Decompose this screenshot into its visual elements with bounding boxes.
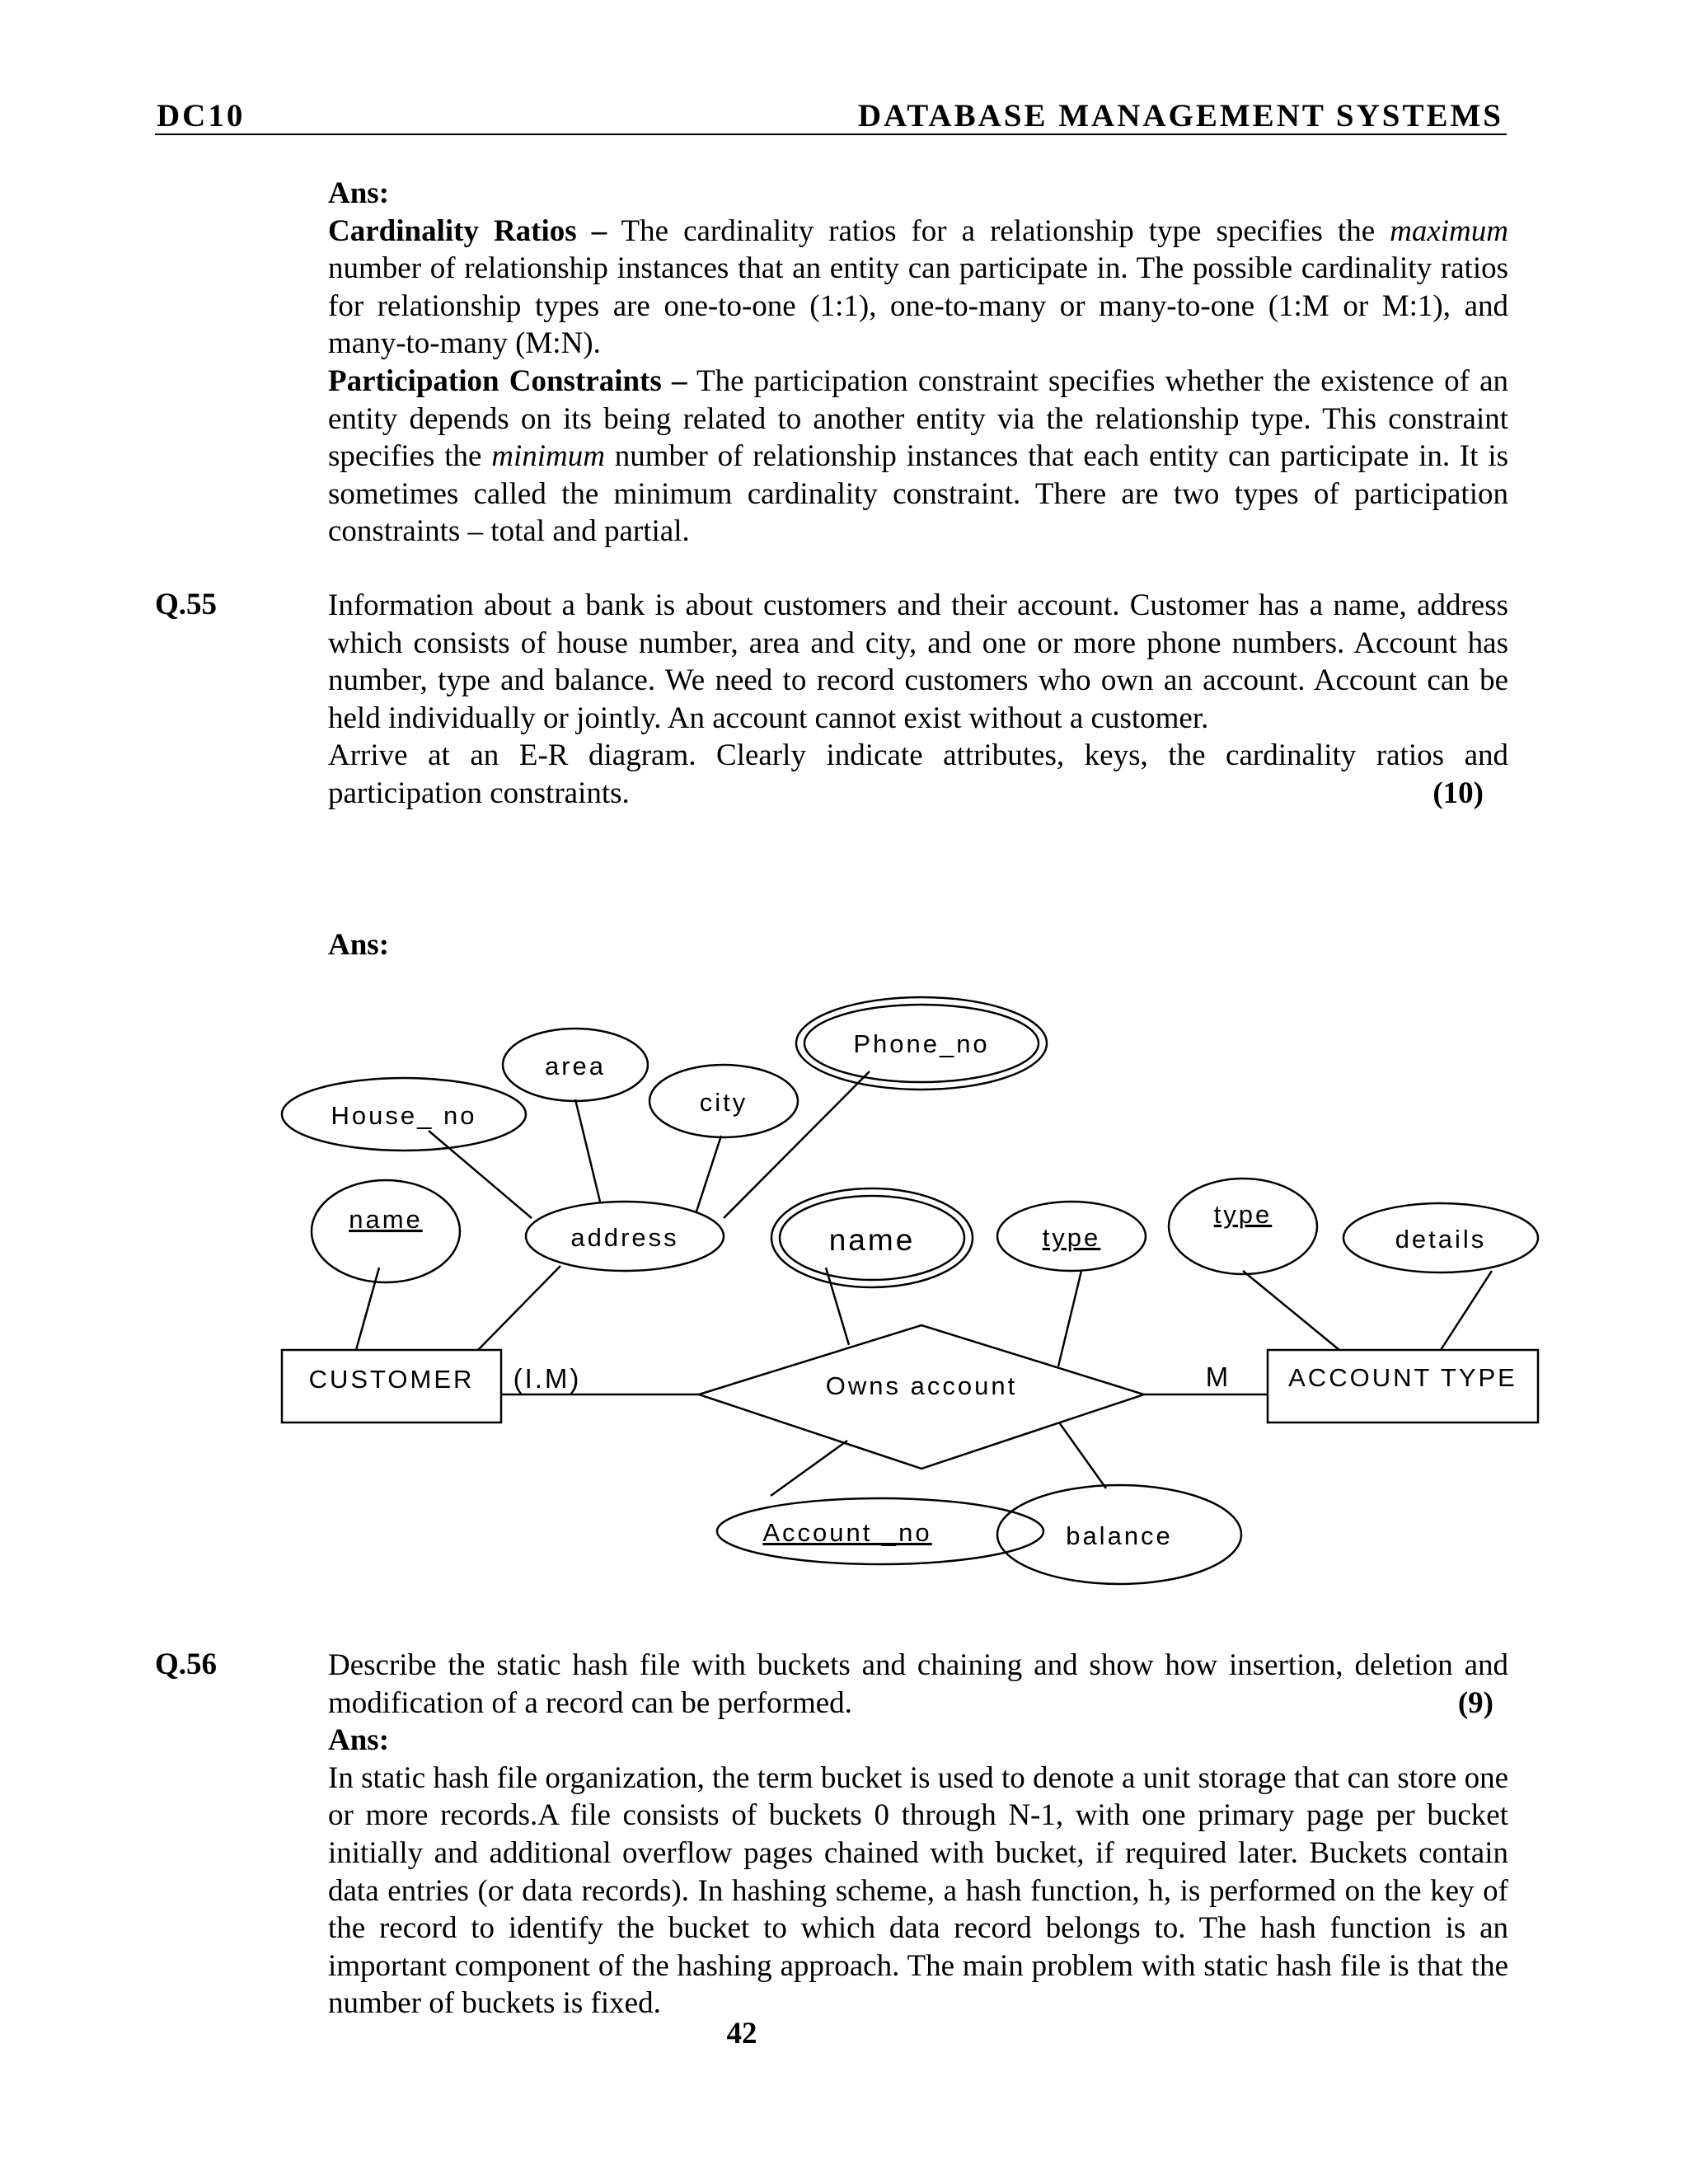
cardinality-heading: Cardinality Ratios – <box>328 213 607 248</box>
cardinality-italic: maximum <box>1390 213 1508 248</box>
label-account-no: Account _no <box>762 1518 932 1547</box>
label-details: details <box>1395 1225 1487 1254</box>
label-acct-type: type <box>1213 1200 1273 1229</box>
label-balance: balance <box>1066 1521 1173 1550</box>
label-address: address <box>570 1223 679 1252</box>
course-code: DC10 <box>157 98 246 134</box>
q56-text <box>328 1647 1508 1722</box>
label-house-no: House_ no <box>331 1101 477 1130</box>
line-houseno-address <box>429 1131 532 1218</box>
label-city: city <box>699 1088 748 1117</box>
q55-text-2-body: Arrive at an E-R diagram. Clearly indicate attributes, keys, the cardinality ratios and participation constraints. <box>328 738 1508 810</box>
participation-text-1: The participation constraint specifies whether the existence of an entity depends on its being related to another entity via the relationship type. This constraint specifies the <box>328 363 1509 474</box>
q56-marks: (9) <box>1457 1685 1493 1720</box>
label-rel-name: name <box>828 1223 916 1257</box>
participation-heading: Participation Constraints – <box>328 363 687 398</box>
q55-ans-label: Ans: <box>328 928 390 962</box>
participation-italic: minimum <box>491 439 605 474</box>
line-details-accounttype <box>1441 1271 1492 1350</box>
question-number-56: Q.56 <box>155 1647 218 1681</box>
line-balance-rel <box>1059 1422 1106 1488</box>
question-number-55: Q.55 <box>155 588 218 621</box>
label-cardinality-right: M <box>1205 1361 1231 1392</box>
label-cardinality-left: (I.M) <box>513 1363 582 1394</box>
line-reltype-rel <box>1058 1271 1081 1366</box>
header-title: DATABASE MANAGEMENT SYSTEMS <box>857 98 1503 134</box>
label-rel-type: type <box>1042 1223 1101 1252</box>
line-area-address <box>575 1099 600 1202</box>
cardinality-text-1: The cardinality ratios for a relationship type specifies the <box>607 213 1390 248</box>
question-56 <box>328 1647 1508 2022</box>
q56-answer: In static hash file organization, the term bucket is used to denote a unit storage that can store one or more records.A file consists of buckets 0 through N-1, with one primary page per bucket initially and additional overflow pages chained with bucket, if required later. Buckets contain data entries (or data records). In hashing scheme, a hash function, h, is performed on the key of the record to identify the bucket to which data record belongs to. The hash function is an important component of the hashing approach. The main problem with static hash file is that the number of buckets is fixed. <box>328 1760 1508 2021</box>
ans-label: Ans: <box>328 176 390 210</box>
page-number: 42 <box>726 2017 757 2050</box>
label-area: area <box>544 1052 607 1080</box>
label-phone-no: Phone_no <box>853 1029 990 1058</box>
label-account-type: ACCOUNT TYPE <box>1288 1363 1517 1392</box>
q56-question: Describe the static hash file with buckets and chaining and show how insertion, deletion and modification of a record can be performed. <box>328 1648 1508 1720</box>
q55-marks: (10) <box>1432 776 1484 810</box>
participation-text-2: number of relationship instances that each entity can participate in. It is sometimes called the minimum cardinality constraint. There are two types of participation constraints – total and partial. <box>328 439 1508 549</box>
line-accountno-rel <box>771 1441 847 1496</box>
line-address-customer <box>478 1266 560 1350</box>
cardinality-text-2: number of relationship instances that an entity can participate in. The possible cardinality ratios for relationship types are one-to-one (1:1), one-to-many or many-to-one (1:M or M:1), and many-to-many (M:N). <box>328 251 1508 361</box>
q55-text-1: Information about a bank is about customers and their account. Customer has a name, address which consists of house number, area and city, and one or more phone numbers. Account has number, type and balance. We need to record customers who own an account. Account can be held individually or jointly. An account cannot exist without a customer. <box>328 588 1508 735</box>
label-owns-account: Owns account <box>825 1371 1018 1400</box>
label-customer: CUSTOMER <box>308 1365 475 1394</box>
line-accttype-accounttype <box>1243 1271 1339 1350</box>
q56-ans-label: Ans: <box>328 1723 390 1758</box>
line-city-address <box>696 1136 721 1212</box>
label-customer-name: name <box>349 1205 423 1234</box>
